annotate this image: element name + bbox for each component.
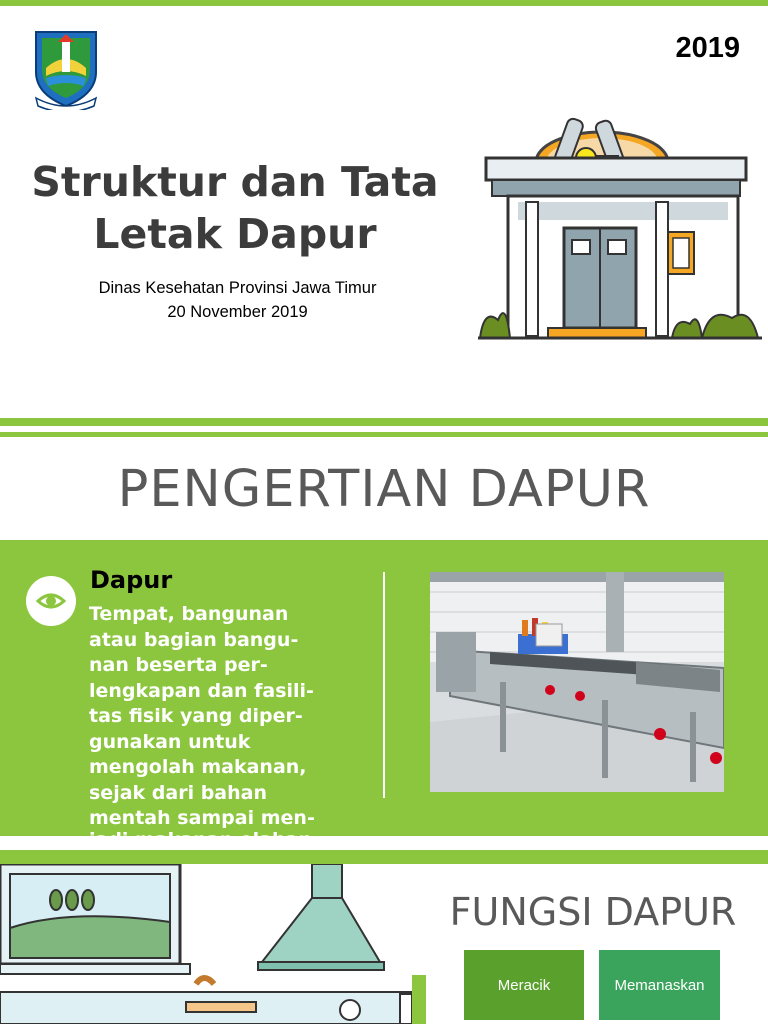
title-slide (0, 0, 768, 418)
section-title-pengertian: PENGERTIAN DAPUR (117, 460, 651, 519)
section-title-fungsi: FUNGSI DAPUR (449, 890, 737, 934)
definition-heading: Dapur (90, 566, 173, 594)
organization-name: Dinas Kesehatan Provinsi Jawa Timur (98, 279, 377, 297)
definition-line: lengkapan dan fasili- (89, 679, 314, 702)
presentation-title (0, 156, 470, 260)
definition-line: nan beserta per- (89, 654, 268, 676)
restaurant-building-icon (478, 110, 762, 346)
slide-divider-bar-2 (0, 850, 768, 864)
definition-line: mengolah makanan, (89, 756, 307, 778)
definition-line: atau bagian bangu- (89, 628, 299, 651)
definition-line: gunakan untuk (89, 730, 251, 753)
definition-panel (0, 540, 768, 836)
definition-line: tas fisik yang diper- (89, 705, 303, 727)
definition-line: Tempat, bangunan (89, 603, 289, 625)
subtitle (60, 276, 415, 324)
eye-icon (26, 576, 76, 626)
top-accent-bar (0, 0, 768, 6)
slide-accent-line (0, 432, 768, 437)
kitchen-photo (430, 572, 724, 792)
title-line-2: Letak Dapur (93, 210, 377, 258)
year-label: 2019 (675, 32, 740, 64)
definition-line: mentah sampai men- (89, 807, 315, 829)
vertical-divider (383, 572, 385, 798)
memanaskan-button[interactable]: Memanaskan (599, 950, 720, 1020)
slide-divider-bar (0, 418, 768, 426)
jawa-timur-crest-icon (32, 28, 100, 110)
presentation-date: 20 November 2019 (167, 303, 308, 321)
side-accent-strip (412, 975, 426, 1024)
kitchen-window-hood-icon (0, 864, 412, 1024)
definition-text (89, 602, 351, 832)
definition-line: sejak dari bahan (89, 781, 267, 804)
eye-icon-badge (26, 576, 76, 626)
meracik-button[interactable]: Meracik (464, 950, 584, 1020)
title-line-1: Struktur dan Tata (31, 158, 439, 206)
slide-gap (0, 836, 768, 850)
